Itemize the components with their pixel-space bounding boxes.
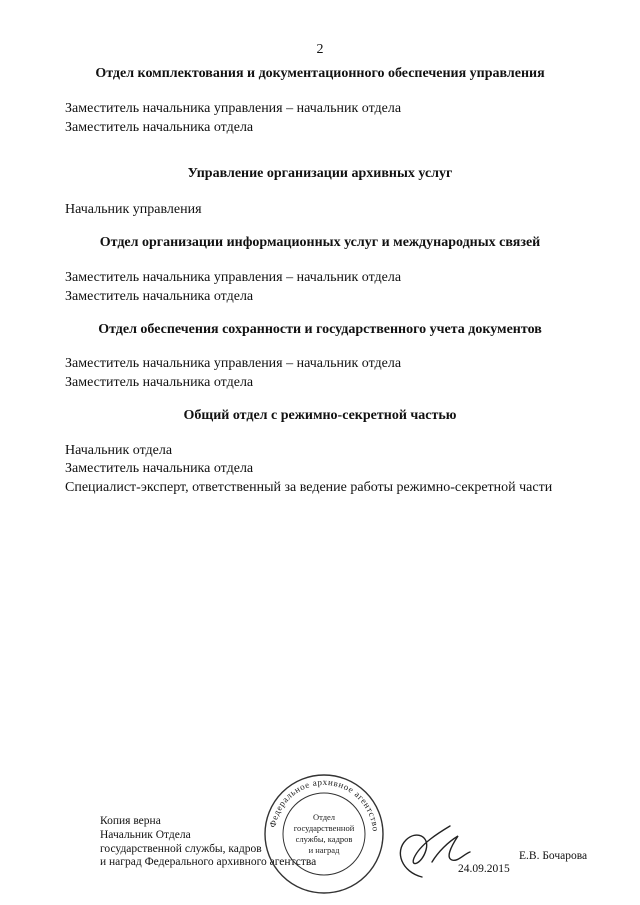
position-line: Заместитель начальника отдела: [65, 375, 254, 390]
section-heading: Отдел комплектования и документационного обеспечения управления: [95, 66, 545, 81]
position-line: Заместитель начальника управления – начальник отдела: [65, 270, 402, 285]
section-heading: Управление организации архивных услуг: [187, 166, 453, 181]
stamp-center-line: и наград: [308, 845, 340, 855]
position-line: Заместитель начальника отдела: [65, 120, 254, 135]
stamp-ring-text: Федеральное архивное агентство: [267, 776, 381, 833]
position-line: Начальник управления: [65, 202, 202, 217]
position-line: Заместитель начальника отдела: [65, 461, 254, 476]
position-paragraph: Специалист-эксперт, ответственный за ведение работы режимно-секретной части: [65, 480, 553, 495]
position-line: Заместитель начальника управления – начальник отдела: [65, 356, 402, 371]
section-heading: Отдел организации информационных услуг и международных связей: [99, 235, 541, 250]
certifier-title-line: Начальник Отдела: [100, 829, 191, 841]
position-line: Начальник отдела: [65, 443, 173, 458]
position-line: Заместитель начальника отдела: [65, 289, 254, 304]
position-line: Заместитель начальника управления – начальник отдела: [65, 101, 402, 116]
stamp-center-line: государственной: [293, 823, 355, 833]
signer-name: Е.В. Бочарова: [519, 850, 588, 862]
stamp-center-line: Отдел: [312, 812, 336, 822]
certifier-title-line: и наград Федерального архивного агентства: [100, 856, 317, 868]
official-stamp: [262, 772, 386, 896]
signature-date: 24.09.2015: [458, 863, 510, 875]
copy-certified-label: Копия верна: [100, 815, 161, 827]
stamp-center-line: службы, кадров: [295, 834, 353, 844]
section-heading: Общий отдел с режимно-секретной частью: [183, 408, 457, 423]
page-number: 2: [316, 42, 324, 57]
section-heading: Отдел обеспечения сохранности и государственного учета документов: [98, 322, 542, 337]
certifier-title-line: государственной службы, кадров: [100, 843, 262, 855]
